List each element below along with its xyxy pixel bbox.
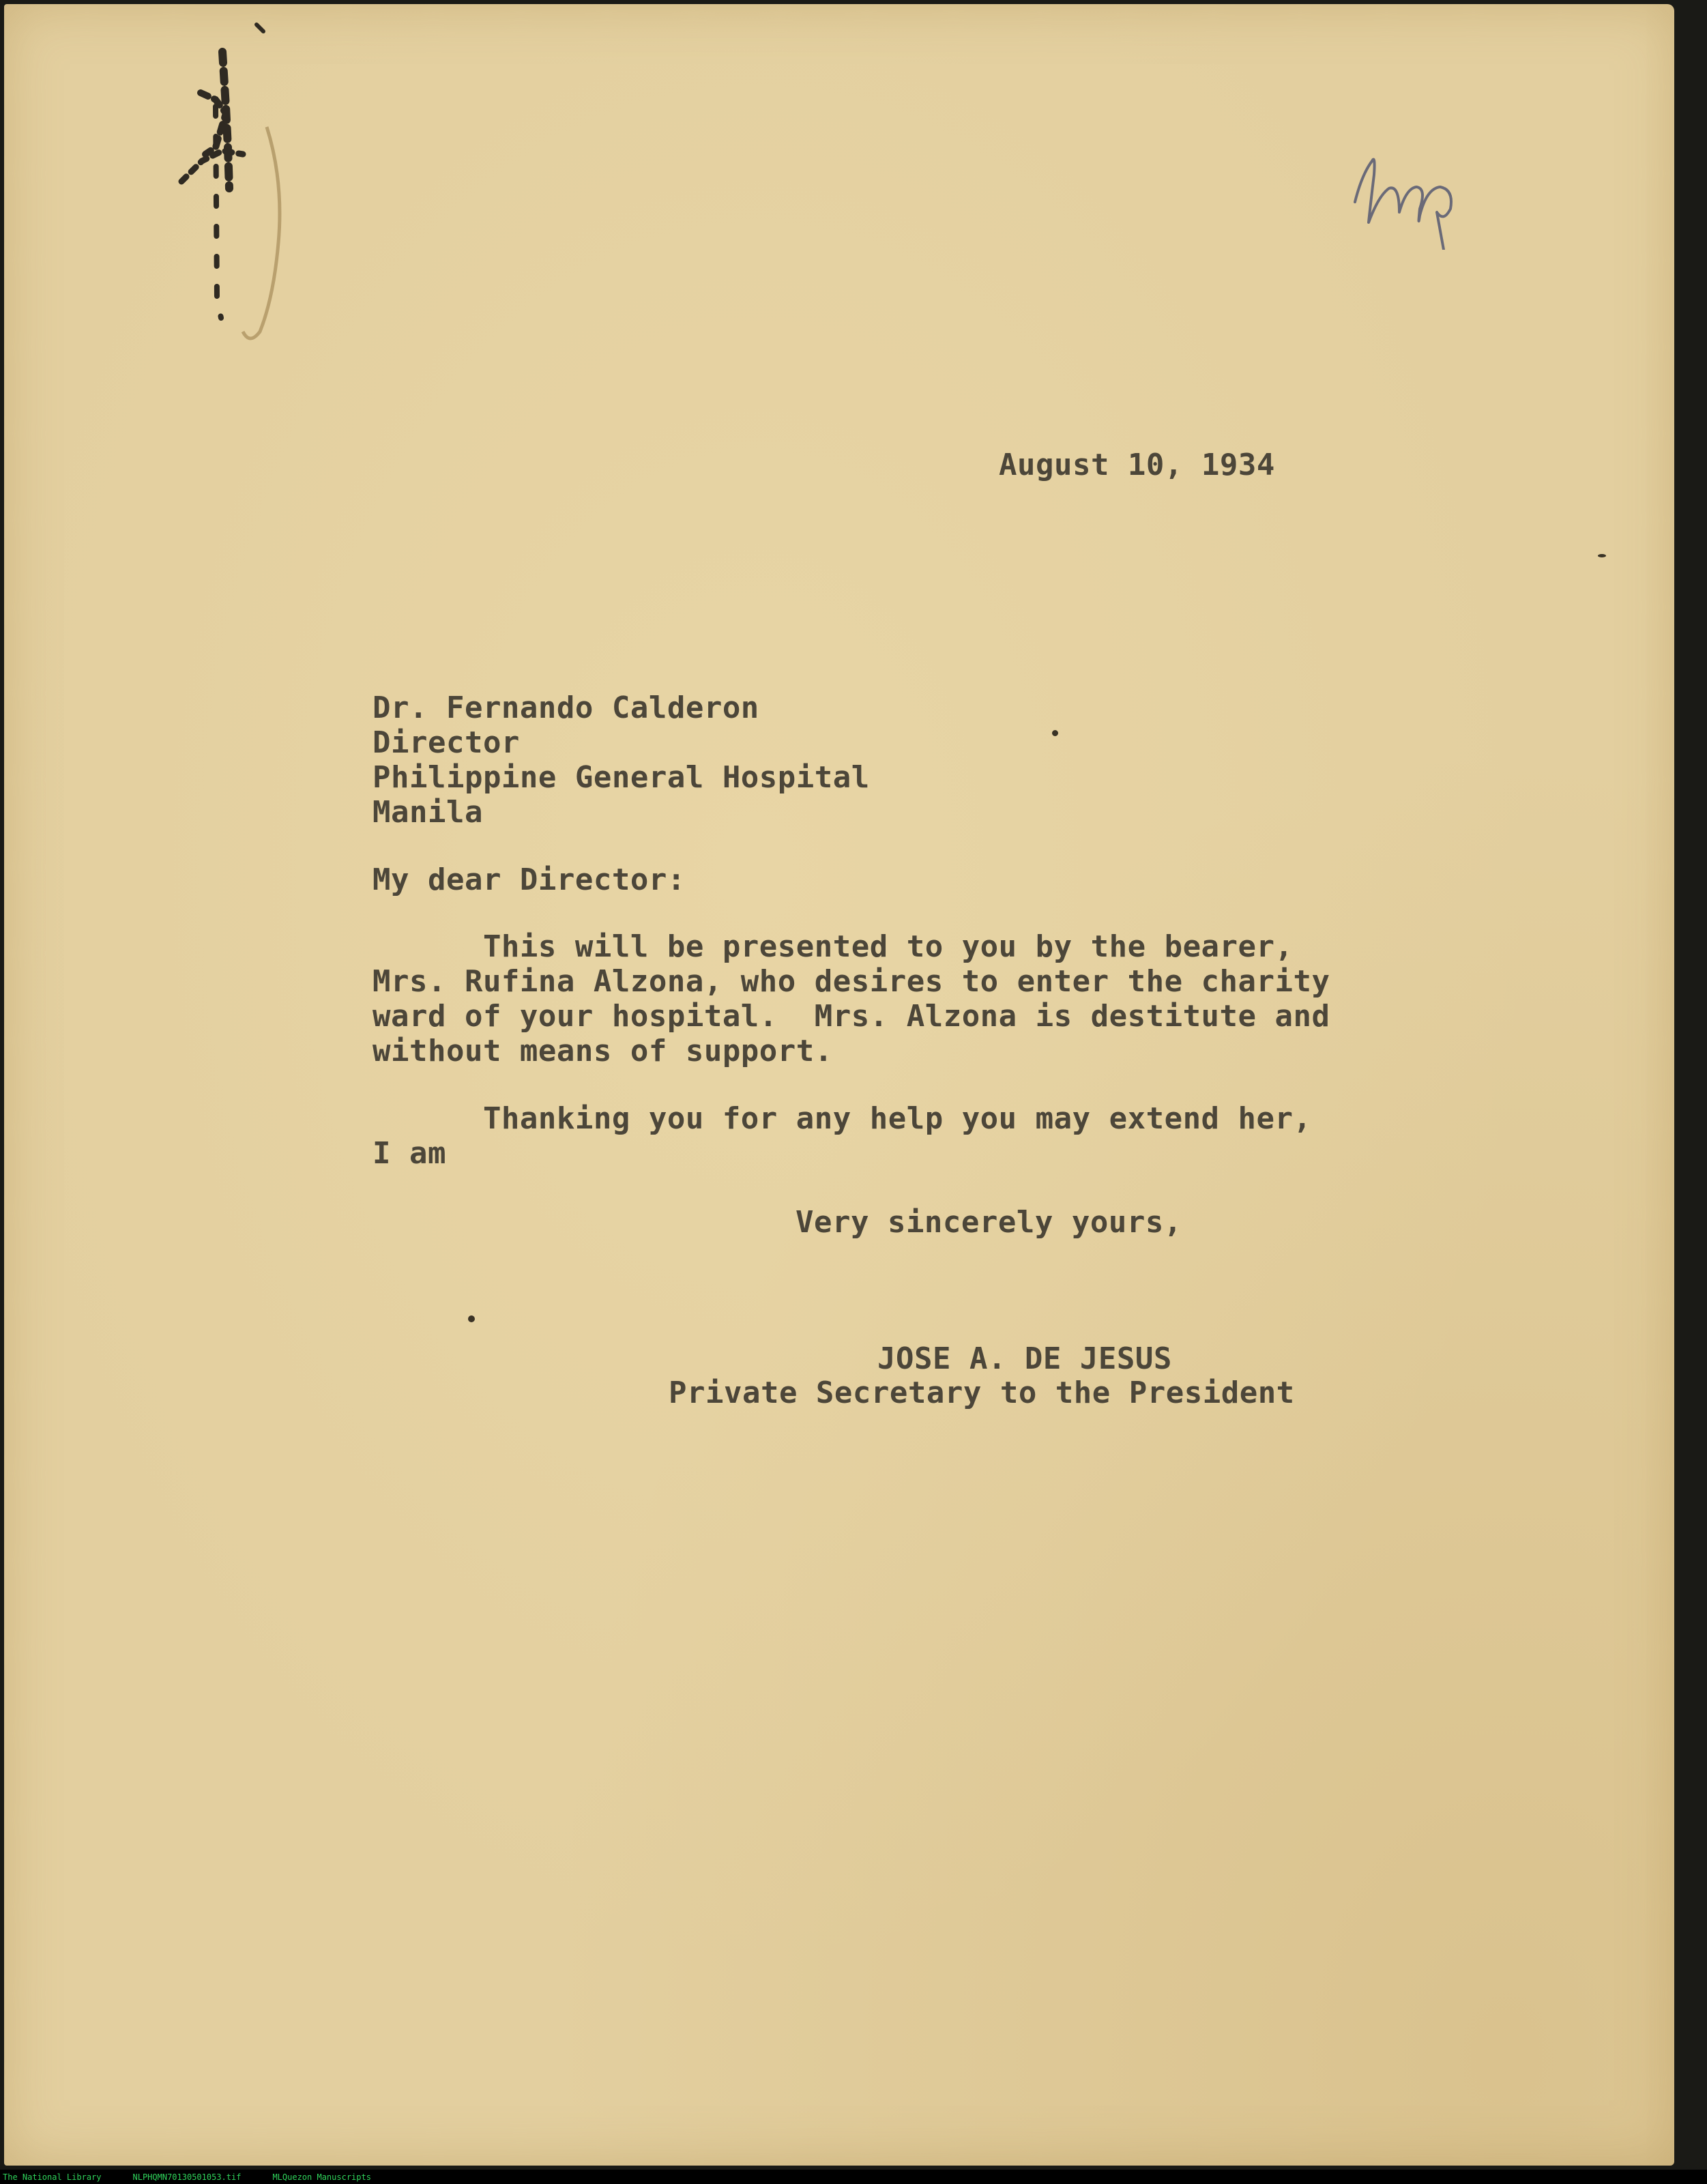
body-line: This will be presented to you by the bearer, xyxy=(373,929,1294,964)
recipient-title: Director xyxy=(373,725,520,760)
footer-filename: NLPHQMN70130501053.tif xyxy=(132,2172,242,2182)
recipient-organization: Philippine General Hospital xyxy=(373,760,870,795)
signatory-title: Private Secretary to the President xyxy=(669,1375,1295,1410)
ink-speck xyxy=(1598,554,1606,557)
body-line: I am xyxy=(373,1136,446,1171)
body-line: without means of support. xyxy=(373,1034,833,1068)
recipient-city: Manila xyxy=(373,795,483,830)
ink-speck xyxy=(468,1315,475,1322)
footer-source: The National Library xyxy=(3,2172,102,2182)
body-line: ward of your hospital. Mrs. Alzona is destitute and xyxy=(373,999,1330,1034)
body-paragraph-2 xyxy=(373,1101,1312,1171)
body-paragraph-1 xyxy=(373,929,1330,1068)
recipient-address xyxy=(373,690,870,830)
signatory-name: JOSE A. DE JESUS xyxy=(877,1341,1172,1376)
complimentary-closing: Very sincerely yours, xyxy=(796,1205,1182,1240)
staple-marks-icon xyxy=(120,11,304,352)
footer-collection: MLQuezon Manuscripts xyxy=(272,2172,371,2182)
ink-speck xyxy=(1052,730,1058,736)
letter-paper xyxy=(4,4,1674,2166)
letter-date: August 10, 1934 xyxy=(999,448,1275,482)
scan-footer-bar xyxy=(0,2170,1707,2184)
handwritten-initials-icon xyxy=(1341,147,1512,250)
body-line: Mrs. Rufina Alzona, who desires to enter the charity xyxy=(373,964,1330,999)
body-line: Thanking you for any help you may extend her, xyxy=(373,1101,1312,1136)
salutation: My dear Director: xyxy=(373,862,686,897)
recipient-name: Dr. Fernando Calderon xyxy=(373,690,759,725)
